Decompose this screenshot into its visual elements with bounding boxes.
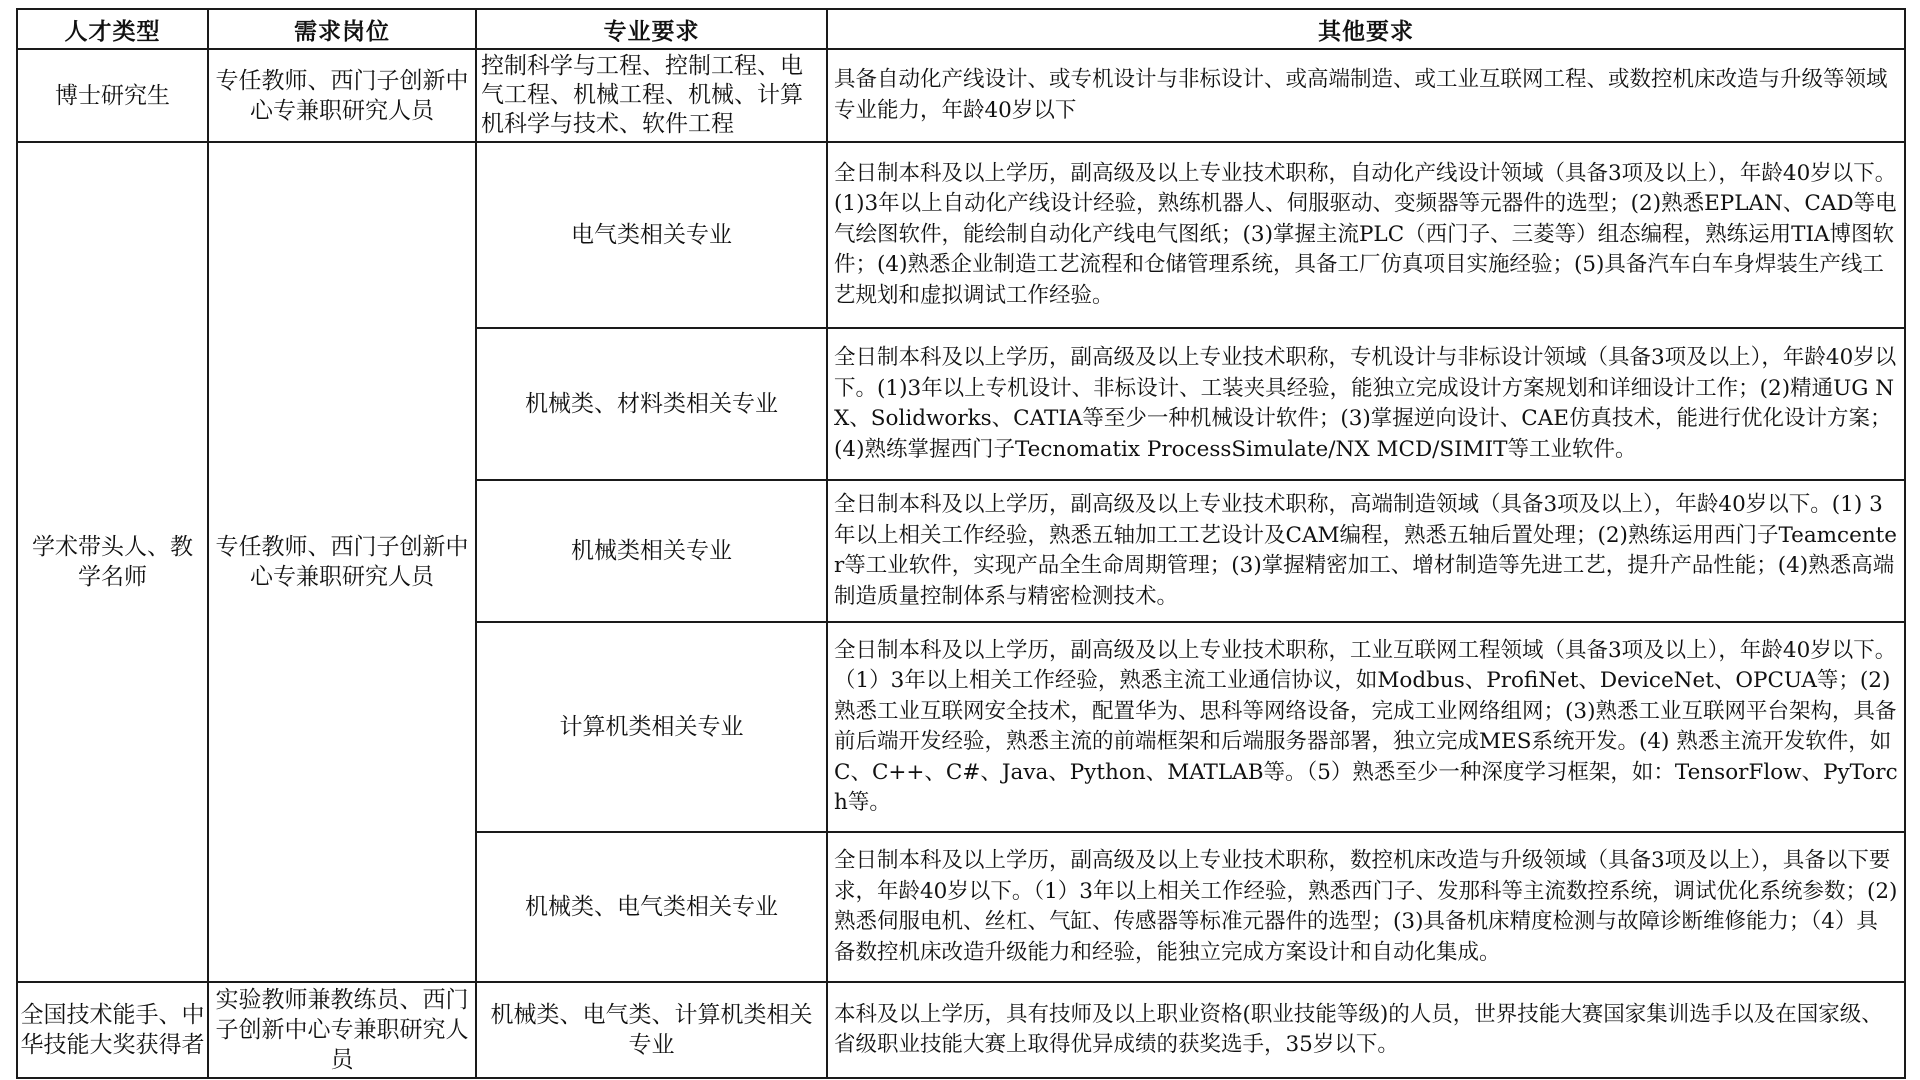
major-cell: 计算机类相关专业 [476,622,827,832]
position-cell: 专任教师、西门子创新中心专兼职研究人员 [208,142,476,982]
major-cell: 机械类、电气类、计算机类相关专业 [476,982,827,1078]
position-cell: 实验教师兼教练员、西门子创新中心专兼职研究人员 [208,982,476,1078]
other-requirements-cell [827,49,1905,142]
requirement-text: 全日制本科及以上学历，副高级及以上专业技术职称，数控机床改造与升级领域（具备3项及以上），具备以下要求，年龄40岁以下。（1）3年以上相关工作经验，熟悉西门子、发那科等主流数控系统，调试优化系统参数；(2)熟悉伺服电机、丝杠、气缸、传感器等标准元器件的选型；(3)具备机床精度检测与故障诊断维修能力；（4）具备数控机床改造升级能力和经验，能独立完成方案设计和自动化集成。 [834,848,1898,965]
other-requirements-cell [827,328,1905,480]
requirement-text: 全日制本科及以上学历，副高级及以上专业技术职称，自动化产线设计领域（具备3项及以上），年龄40岁以下。 [834,160,1897,186]
major-cell: 机械类、电气类相关专业 [476,832,827,982]
table-row [17,982,1905,1078]
other-requirements-cell [827,622,1905,832]
header-major: 专业要求 [476,9,827,49]
major-cell: 控制科学与工程、控制工程、电气工程、机械工程、机械、计算机科学与技术、软件工程 [476,49,827,142]
table-header-row [17,9,1905,49]
position-cell: 专任教师、西门子创新中心专兼职研究人员 [208,49,476,142]
other-requirements-cell [827,480,1905,622]
recruitment-table-sheet [16,8,1904,1072]
major-cell: 机械类、材料类相关专业 [476,328,827,480]
header-talent-type: 人才类型 [17,9,208,49]
talent-type-cell: 学术带头人、教学名师 [17,142,208,982]
major-cell: 机械类相关专业 [476,480,827,622]
requirement-text: 全日制本科及以上学历，副高级及以上专业技术职称，工业互联网工程领域（具备3项及以上），年龄40岁以下。（1）3年以上相关工作经验，熟悉主流工业通信协议，如Modbus、ProfiNet、DeviceNet、OPCUA等；(2)熟悉工业互联网安全技术，配置华为、思科等网络设备，完成工业网络组网；(3)熟悉工业互联网平台架构，具备前后端开发经验，熟悉主流的前端框架和后端服务器部署，独立完成MES系统开发。(4) 熟悉主流开发软件，如C、C++、C#、Java、Python、MATLAB等。（5）熟悉至少一种深度学习框架，如：TensorFlow、PyTorch等。 [834,637,1898,815]
requirement-text: 全日制本科及以上学历，副高级及以上专业技术职称，高端制造领域（具备3项及以上），年龄40岁以下。(1) 3年以上相关工作经验，熟悉五轴加工工艺设计及CAM编程，熟悉五轴后置处理；(2)熟练运用西门子Teamcenter等工业软件，实现产品全生命周期管理；(3)掌握精密加工、增材制造等先进工艺，提升产品性能；(4)熟悉高端制造质量控制体系与精密检测技术。 [834,492,1898,609]
requirement-text: 全日制本科及以上学历，副高级及以上专业技术职称，专机设计与非标设计领域（具备3项及以上），年龄40岁以下。(1)3年以上专机设计、非标设计、工装夹具经验，能独立完成设计方案规划和详细设计工作；(2)精通UG NX、Solidworks、CATIA等至少一种机械设计软件；(3)掌握逆向设计、CAE仿真技术，能进行优化设计方案；(4)熟练掌握西门子Tecnomatix ProcessSimulate/NX MCD/SIMIT等工业软件。 [834,345,1897,462]
header-other: 其他要求 [827,9,1905,49]
talent-type-cell: 博士研究生 [17,49,208,142]
talent-type-cell: 全国技术能手、中华技能大奖获得者 [17,982,208,1078]
talent-requirements-table [16,8,1906,1079]
header-position: 需求岗位 [208,9,476,49]
major-cell: 电气类相关专业 [476,142,827,328]
other-requirements-cell [827,982,1905,1078]
other-requirements-cell [827,832,1905,982]
table-row [17,49,1905,142]
other-requirements-cell [827,142,1905,328]
requirement-text: (1)3年以上自动化产线设计经验，熟练机器人、伺服驱动、变频器等元器件的选型；(2)熟悉EPLAN、CAD等电气绘图软件，能绘制自动化产线电气图纸；(3)掌握主流PLC（西门子、三菱等）组态编程，熟练运用TIA博图软件；(4)熟悉企业制造工艺流程和仓储管理系统，具备工厂仿真项目实施经验；(5)具备汽车白车身焊装生产线工艺规划和虚拟调试工作经验。 [834,191,1897,308]
requirement-text: 具备自动化产线设计、或专机设计与非标设计、或高端制造、或工业互联网工程、或数控机床改造与升级等领域专业能力，年龄40岁以下 [834,67,1888,123]
table-row [17,142,1905,328]
requirement-text: 本科及以上学历，具有技师及以上职业资格(职业技能等级)的人员，世界技能大赛国家集训选手以及在国家级、省级职业技能大赛上取得优异成绩的获奖选手，35岁以下。 [834,1001,1883,1057]
